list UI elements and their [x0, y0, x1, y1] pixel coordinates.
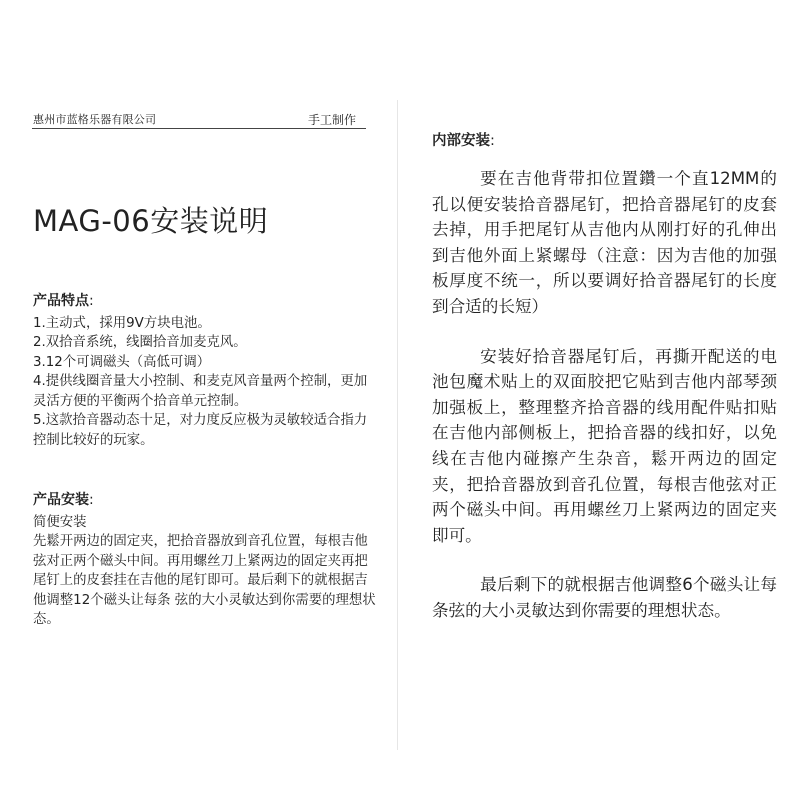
product-features-heading-colon: :: [89, 293, 94, 309]
product-install-body: 先鬆开两边的固定夹，把拾音器放到音孔位置，每根吉他弦对正两个磁头中间。再用螺丝刀上紧两边的固定夹再把尾钉上的皮套挂在吉他的尾钉即可。最后剩下的就根据吉他调整12个磁头让每条 弦的大小灵敏达到你需要的理想状态。: [33, 534, 376, 627]
product-install-heading: [33, 491, 378, 511]
feature-item-3: 3.12个可调磁头（高低可调）: [33, 354, 211, 370]
product-install-heading-colon: :: [89, 492, 94, 508]
column-divider: [397, 100, 398, 750]
product-install-heading-text: 产品安装: [33, 492, 89, 508]
company-name: 惠州市蓝格乐器有限公司: [33, 113, 157, 126]
internal-install-paragraph-2: 安装好拾音器尾钉后，再撕开配送的电池包魔术贴上的双面胶把它贴到吉他内部琴颈加强板上，整理整齐拾音器的线用配件贴扣贴在吉他内部侧板上，把拾音器的线扣好，以免线在吉他内碰擦产生杂音，鬆开两边的固定夹，把拾音器放到音孔位置，每根吉他弦对正两个磁头中间。再用螺丝刀上紧两边的固定夹即可。: [432, 346, 777, 545]
product-features-heading: [33, 292, 378, 312]
feature-item-1: 1.主动式，採用9V方块电池。: [33, 315, 211, 331]
product-features-heading-text: 产品特点: [33, 293, 89, 309]
internal-install-paragraph-1: 要在吉他背带扣位置鑽一个直12MM的孔以便安装拾音器尾钉，把拾音器尾钉的皮套去掉，用手把尾钉从吉他内从刚打好的孔伸出到吉他外面上紧螺母（注意：因为吉他的加强板厚度不统一，所以要调好拾音器尾钉的长度到合适的长短）: [432, 169, 777, 316]
internal-install-section: [432, 129, 777, 648]
handmade-label: 手工制作: [308, 113, 357, 127]
document-title: MAG-06安装说明: [33, 204, 269, 238]
feature-item-5: 5.这款拾音器动态十足，对力度反应极为灵敏较适合指力控制比较好的玩家。: [33, 413, 368, 448]
internal-install-heading: [432, 129, 777, 150]
product-features-section: [33, 292, 378, 450]
internal-install-heading-text: 内部安装: [432, 133, 490, 149]
internal-install-heading-colon: :: [490, 133, 495, 149]
header-divider: [32, 128, 366, 129]
product-install-section: [33, 491, 378, 630]
feature-item-2: 2.双拾音系统，线圈拾音加麦克风。: [33, 335, 247, 350]
feature-item-4: 4.提供线圈音量大小控制、和麦克风音量两个控制，更加灵活方便的平衡两个拾音单元控制。: [33, 374, 368, 409]
internal-install-paragraph-3: 最后剩下的就根据吉他调整6个磁头让每条弦的大小灵敏达到你需要的理想状态。: [432, 575, 777, 620]
product-install-subheading: 简便安装: [33, 514, 87, 530]
